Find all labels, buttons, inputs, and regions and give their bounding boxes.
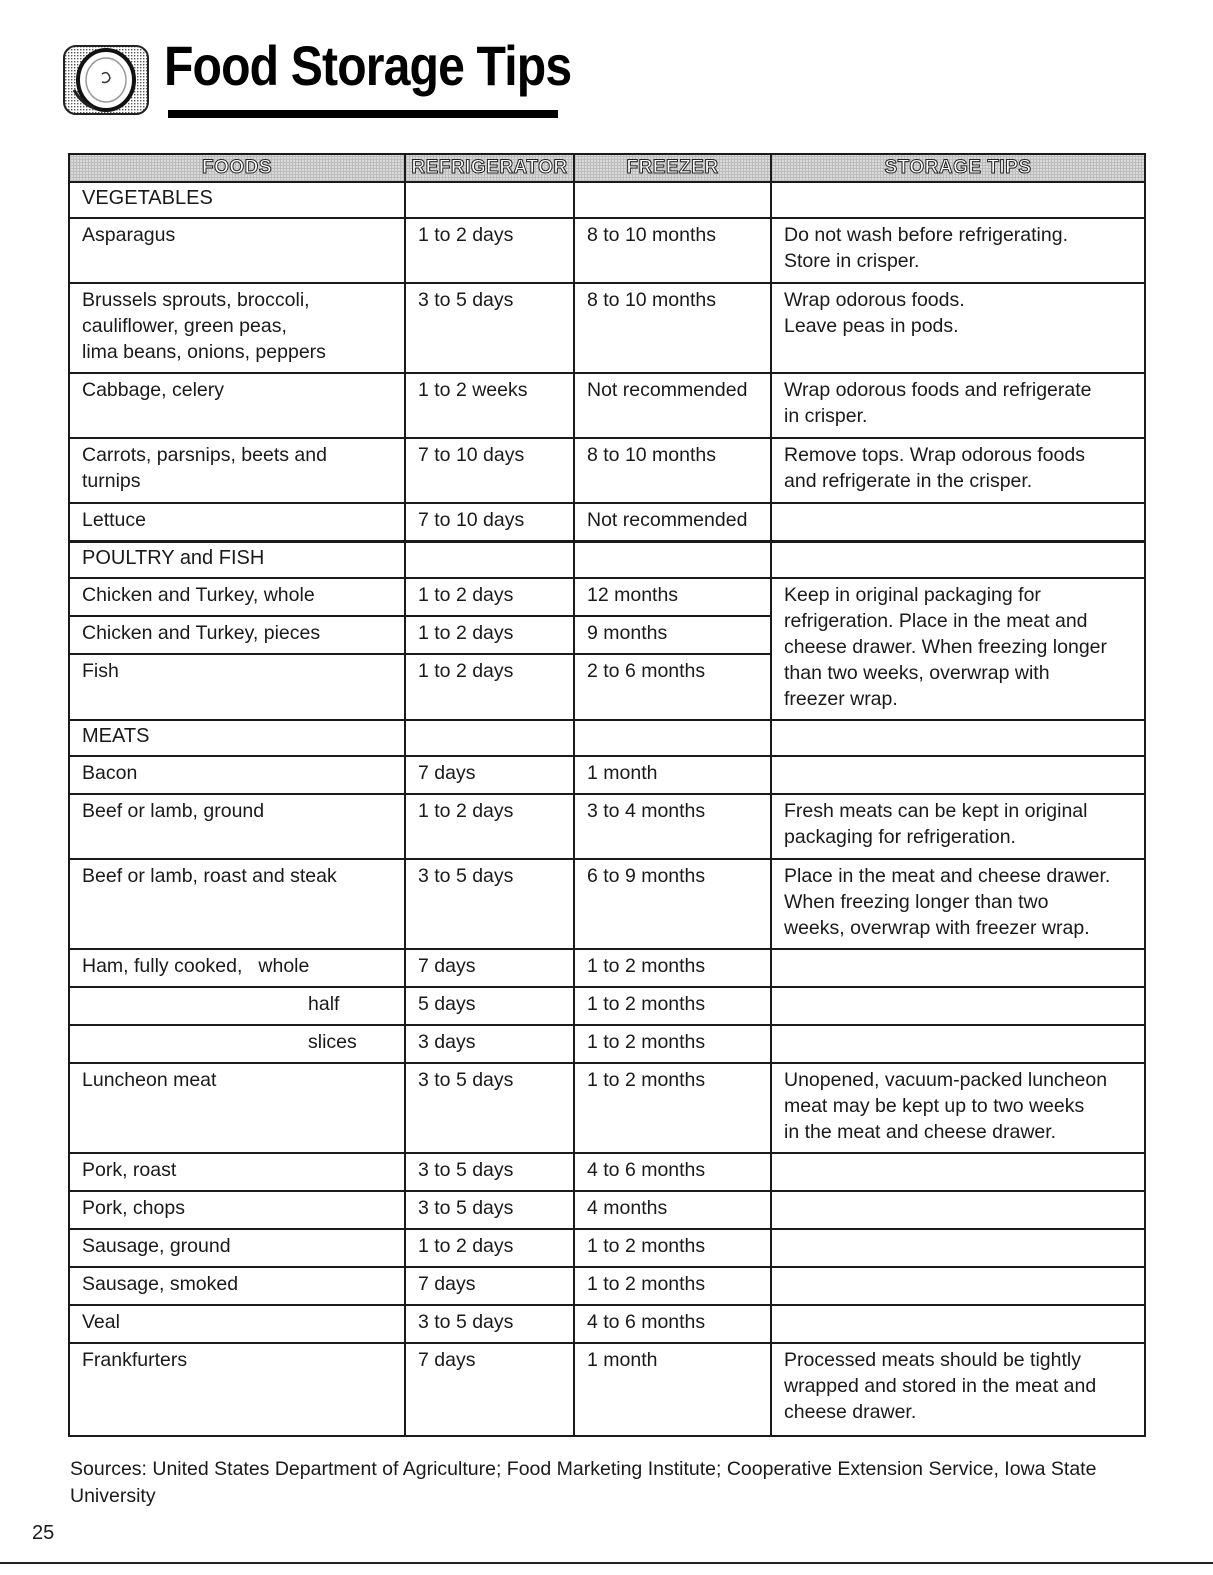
food-cell: Bacon [69, 756, 405, 794]
header-freezer: FREEZER [574, 154, 771, 182]
table-row [69, 1025, 1145, 1063]
freezer-cell: 1 to 2 months [574, 1267, 771, 1305]
freezer-cell: 1 to 2 months [574, 1063, 771, 1153]
table-row [69, 1343, 1145, 1436]
food-cell: Sausage, smoked [69, 1267, 405, 1305]
freezer-cell: Not recommended [574, 503, 771, 541]
storage-tip-cell: Unopened, vacuum-packed luncheon meat may be kept up to two weeks in the meat and cheese drawer. [771, 1063, 1145, 1153]
refrigerator-cell: 3 to 5 days [405, 1305, 574, 1343]
freezer-cell: 6 to 9 months [574, 859, 771, 949]
table-row [69, 756, 1145, 794]
storage-tip-cell: Keep in original packaging for refrigeration. Place in the meat and cheese drawer. When freezing longer than two weeks, overwrap with freezer wrap. [771, 578, 1145, 720]
table-row [69, 283, 1145, 373]
refrigerator-cell: 7 days [405, 949, 574, 987]
table-row [69, 1229, 1145, 1267]
food-cell: Carrots, parsnips, beets and turnips [69, 438, 405, 503]
food-cell: Lettuce [69, 503, 405, 541]
freezer-cell: 1 to 2 months [574, 1025, 771, 1063]
freezer-cell: 9 months [574, 616, 771, 654]
header-storage-tips: STORAGE TIPS [771, 154, 1145, 182]
title-underline [168, 110, 558, 118]
food-cell: Veal [69, 1305, 405, 1343]
table-row [69, 503, 1145, 541]
freezer-cell: 3 to 4 months [574, 794, 771, 859]
table-row [69, 1267, 1145, 1305]
refrigerator-cell: 3 to 5 days [405, 1063, 574, 1153]
food-cell [69, 987, 405, 1025]
freezer-cell: 12 months [574, 578, 771, 616]
table-row [69, 794, 1145, 859]
storage-tip-cell: Place in the meat and cheese drawer. When freezing longer than two weeks, overwrap with freezer wrap. [771, 859, 1145, 949]
ham-variant: slices [308, 1030, 357, 1053]
food-cell: Chicken and Turkey, whole [69, 578, 405, 616]
storage-tip-cell: Processed meats should be tightly wrapped and stored in the meat and cheese drawer. [771, 1343, 1145, 1436]
refrigerator-cell: 1 to 2 days [405, 218, 574, 283]
food-cell: Frankfurters [69, 1343, 405, 1436]
food-cell: Pork, roast [69, 1153, 405, 1191]
table-row [69, 218, 1145, 283]
category-row-meats [69, 720, 1145, 756]
category-row-poultry [69, 541, 1145, 578]
food-cell: Cabbage, celery [69, 373, 405, 438]
header-refrigerator: REFRIGERATOR [405, 154, 574, 182]
table-row [69, 1305, 1145, 1343]
category-poultry-and-fish: POULTRY and FISH [69, 541, 405, 578]
refrigerator-cell: 1 to 2 days [405, 578, 574, 616]
table-row [69, 1191, 1145, 1229]
storage-tip-cell [771, 503, 1145, 541]
table-row [69, 859, 1145, 949]
refrigerator-cell: 7 days [405, 756, 574, 794]
ham-variant: whole [258, 954, 310, 977]
storage-tip-cell: Do not wash before refrigerating. Store in crisper. [771, 218, 1145, 283]
food-cell: Asparagus [69, 218, 405, 283]
freezer-cell: 1 month [574, 1343, 771, 1436]
refrigerator-cell: 3 to 5 days [405, 283, 574, 373]
refrigerator-badge-icon [62, 40, 150, 120]
freezer-cell: 1 to 2 months [574, 1229, 771, 1267]
page-header [62, 32, 582, 127]
food-cell: Pork, chops [69, 1191, 405, 1229]
refrigerator-cell: 7 to 10 days [405, 503, 574, 541]
refrigerator-cell: 7 days [405, 1267, 574, 1305]
table-row [69, 1153, 1145, 1191]
storage-tip-cell: Wrap odorous foods. Leave peas in pods. [771, 283, 1145, 373]
table-row [69, 438, 1145, 503]
table-row [69, 949, 1145, 987]
bottom-rule [0, 1562, 1213, 1564]
freezer-cell: 4 months [574, 1191, 771, 1229]
refrigerator-cell: 5 days [405, 987, 574, 1025]
refrigerator-cell: 1 to 2 days [405, 1229, 574, 1267]
freezer-cell: 1 to 2 months [574, 987, 771, 1025]
freezer-cell: 4 to 6 months [574, 1305, 771, 1343]
freezer-cell: 8 to 10 months [574, 283, 771, 373]
freezer-cell: 8 to 10 months [574, 218, 771, 283]
food-cell: Fish [69, 654, 405, 720]
freezer-cell: 2 to 6 months [574, 654, 771, 720]
refrigerator-cell: 3 to 5 days [405, 859, 574, 949]
food-cell: Beef or lamb, roast and steak [69, 859, 405, 949]
storage-tip-cell: Remove tops. Wrap odorous foods and refrigerate in the crisper. [771, 438, 1145, 503]
table-row [69, 373, 1145, 438]
refrigerator-cell: 1 to 2 days [405, 794, 574, 859]
table-header-row [69, 154, 1145, 182]
refrigerator-cell: 1 to 2 weeks [405, 373, 574, 438]
food-cell [69, 949, 405, 987]
freezer-cell: 1 to 2 months [574, 949, 771, 987]
refrigerator-cell: 1 to 2 days [405, 654, 574, 720]
category-row-vegetables [69, 182, 1145, 218]
page-number: 25 [32, 1522, 55, 1544]
food-cell: Beef or lamb, ground [69, 794, 405, 859]
freezer-cell: 8 to 10 months [574, 438, 771, 503]
refrigerator-cell: 7 to 10 days [405, 438, 574, 503]
page-title: Food Storage Tips [164, 34, 572, 97]
header-foods: FOODS [69, 154, 405, 182]
category-vegetables: VEGETABLES [69, 182, 405, 218]
freezer-cell: 4 to 6 months [574, 1153, 771, 1191]
storage-tip-cell: Fresh meats can be kept in original packaging for refrigeration. [771, 794, 1145, 859]
table-row [69, 578, 1145, 616]
refrigerator-cell: 1 to 2 days [405, 616, 574, 654]
freezer-cell: 1 month [574, 756, 771, 794]
food-cell: Brussels sprouts, broccoli, cauliflower, green peas, lima beans, onions, peppers [69, 283, 405, 373]
food-cell: Chicken and Turkey, pieces [69, 616, 405, 654]
food-cell: Sausage, ground [69, 1229, 405, 1267]
refrigerator-cell: 3 to 5 days [405, 1191, 574, 1229]
ham-label: Ham, fully cooked, [82, 954, 243, 977]
table-row [69, 987, 1145, 1025]
sources-note: Sources: United States Department of Agriculture; Food Marketing Institute; Cooperative Extension Service, Iowa State University [70, 1458, 1097, 1507]
food-storage-table [68, 153, 1146, 1437]
refrigerator-cell: 3 to 5 days [405, 1153, 574, 1191]
food-cell: Luncheon meat [69, 1063, 405, 1153]
food-cell [69, 1025, 405, 1063]
storage-tip-cell [771, 756, 1145, 794]
storage-tip-cell: Wrap odorous foods and refrigerate in crisper. [771, 373, 1145, 438]
refrigerator-cell: 3 days [405, 1025, 574, 1063]
ham-variant: half [308, 992, 340, 1015]
refrigerator-cell: 7 days [405, 1343, 574, 1436]
category-meats: MEATS [69, 720, 405, 756]
table-row [69, 1063, 1145, 1153]
freezer-cell: Not recommended [574, 373, 771, 438]
